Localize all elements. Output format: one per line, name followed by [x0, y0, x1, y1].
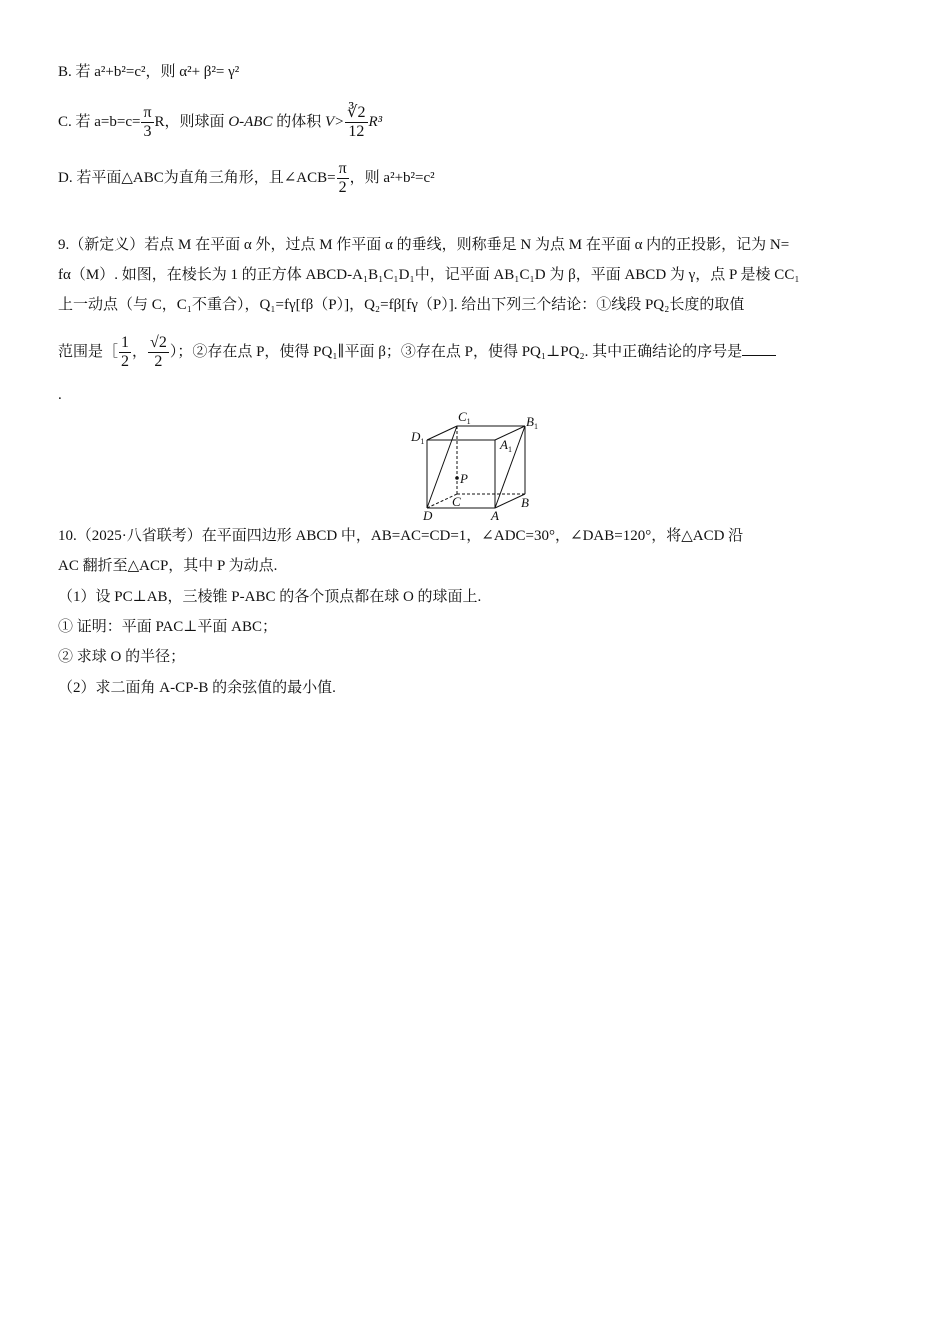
q9-line-4	[58, 334, 776, 371]
q10-line-5: ② 求球 O 的半径；	[58, 649, 186, 665]
label-p: P	[460, 471, 468, 486]
option-b-label: B. 若	[58, 64, 91, 80]
q9-line-4-rest: ）；②存在点 P，使得 PQ₁∥平面 β；③存在点 P，使得 PQ₁⊥PQ₂. 其中正确结论的序号是	[169, 343, 743, 360]
label-a1: $A_1$	[500, 437, 512, 454]
option-c-cond: a=b=c=	[94, 113, 141, 130]
q10-line-2: AC 翻折至△ACP，其中 P 为动点.	[58, 558, 278, 574]
label-d: D	[423, 508, 433, 522]
q9-comma: ，	[132, 343, 148, 360]
option-c-label: C. 若	[58, 113, 91, 130]
label-d1: $D_1$	[411, 429, 425, 446]
q9-line-2: fα（M）. 如图，在棱长为 1 的正方体 ABCD-A₁B₁C₁D₁中，记平面 AB₁C₁D 为 β，平面 ABCD 为 γ，点 P 是棱 CC₁	[58, 267, 800, 283]
option-d-text: D. 若平面△ABC为直角三角形，且∠ACB=	[58, 169, 336, 186]
q9-range-open: 范围是［	[58, 343, 119, 360]
option-d	[58, 160, 435, 197]
option-c-obj: O-ABC	[228, 113, 273, 130]
option-c-v-tail: R³	[368, 113, 383, 130]
q9-line-1: 9.（新定义）若点 M 在平面 α 外，过点 M 作平面 α 的垂线，则称垂足 N 为点 M 在平面 α 内的正投影，记为 N=	[58, 237, 790, 253]
point-p	[455, 476, 459, 480]
label-b1: $B_1$	[526, 414, 538, 431]
option-c-volume-fraction: $\frac{∛2}{12}$	[347, 104, 366, 140]
q10-line-6: （2）求二面角 A-CP-B 的余弦值的最小值.	[58, 680, 336, 696]
option-c-text: 的体积	[276, 113, 322, 130]
q9-fraction-root2-half: $\frac{√2}{2}$	[150, 334, 167, 370]
cube-figure	[405, 406, 545, 522]
label-c1: $C_1$	[458, 409, 471, 426]
option-c-v: V>	[325, 113, 345, 130]
label-b: B	[521, 495, 529, 510]
answer-blank	[742, 341, 776, 356]
q10-line-1: 10.（2025·八省联考）在平面四边形 ABCD 中，AB=AC=CD=1，∠ADC=30°，∠DAB=120°，将△ACD 沿	[58, 528, 744, 544]
q9-fraction-half: $\frac{1}{2}$	[121, 334, 130, 370]
option-c	[58, 104, 382, 141]
q9-line-5: .	[58, 387, 62, 403]
option-b	[58, 61, 239, 83]
option-d-fraction: $\frac{\pi}{2}$	[338, 160, 347, 196]
q9-line-3: 上一动点（与 C，C₁不重合），Q₁=fγ[fβ（P）]，Q₂=fβ[fγ（P）]. 给出下列三个结论：①线段 PQ₂长度的取值	[58, 297, 745, 313]
q10-line-4: ① 证明：平面 PAC⊥平面 ABC；	[58, 619, 278, 635]
label-a: A	[491, 508, 499, 522]
label-c: C	[452, 494, 461, 509]
option-c-fraction: $\frac{\pi}{3}$	[143, 104, 152, 140]
option-c-cond-tail: R，则球面	[154, 113, 225, 130]
option-b-expr: a²+b²=c²，则 α²+ β²= γ²	[94, 64, 240, 80]
option-d-tail: ，则 a²+b²=c²	[349, 169, 435, 186]
q10-line-3: （1）设 PC⊥AB，三棱锥 P-ABC 的各个顶点都在球 O 的球面上.	[58, 589, 482, 605]
